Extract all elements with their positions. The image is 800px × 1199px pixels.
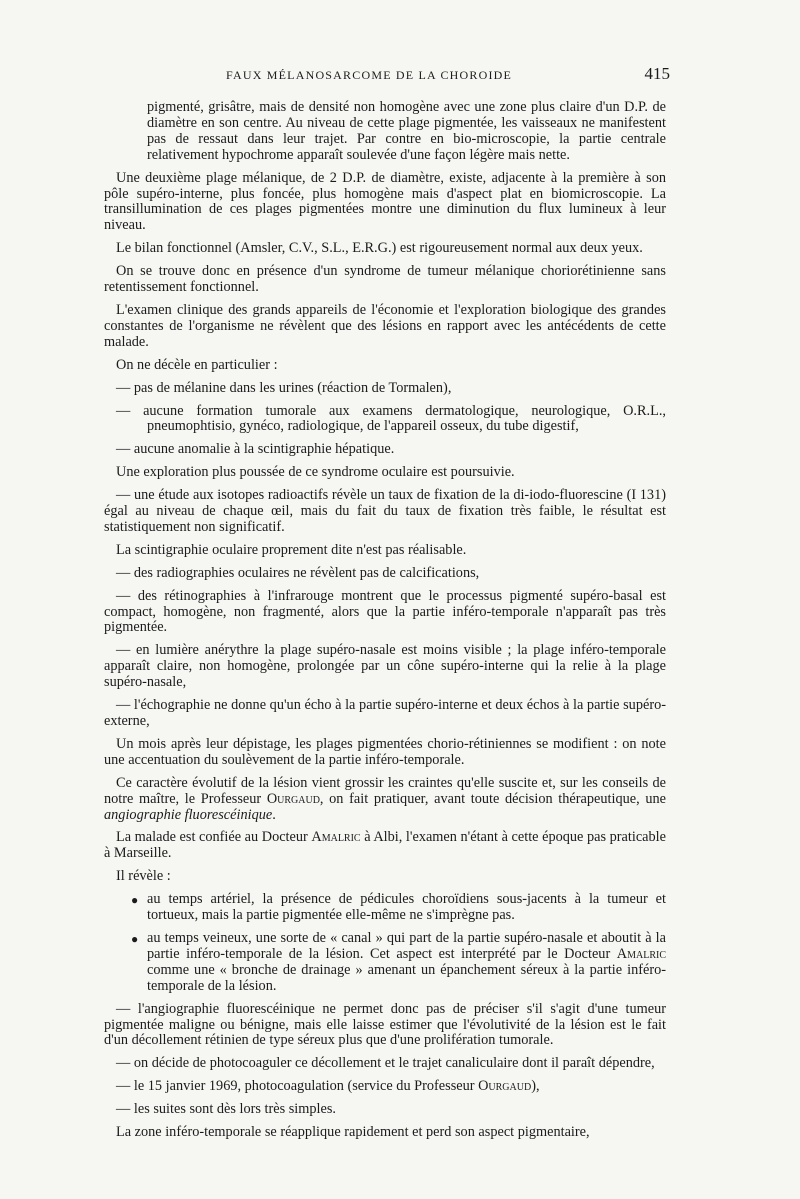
- paragraph: On ne décèle en particulier :: [116, 356, 278, 373]
- paragraph: pigmenté, grisâtre, mais de densité non homogène avec une zone plus claire d'un D.P. de diamètre en son centre. Au niveau de cette plage pigmentée, les vaisseaux ne manifestent pas de ressaut dans leur trajet. Par contre en bio-microscopie, la partie centrale relativement hypochrome apparaît soulevée d'une façon légère mais nette.: [147, 99, 666, 163]
- text-run: ),: [531, 1078, 540, 1095]
- text-run: comme une « bronche de drainage » amenant un épanchement séreux à la partie inféro-temporale de la lésion.: [147, 961, 666, 994]
- text-run: au temps veineux, une sorte de « canal » qui part de la partie supéro-nasale et aboutit à la partie inféro-temporale de la lésion. Cet aspect est interprété par le Docteur: [147, 929, 666, 962]
- paragraph: L'examen clinique des grands appareils de l'économie et l'exploration biologique des grandes constantes de l'organisme ne révèlent que des lésions en rapport avec les antécédents de cette malade.: [104, 301, 666, 350]
- paragraph: [104, 776, 666, 824]
- body-text: [104, 100, 666, 1148]
- italic-term: angiographie fluorescéinique: [104, 806, 273, 823]
- list-item: — en lumière anérythre la plage supéro-nasale est moins visible ; la plage inféro-temporale apparaît claire, non homogène, prolongée par un cône supéro-interne qui la relie à la plage supéro-nasale,: [104, 642, 666, 691]
- person-name: Amalric: [616, 945, 666, 962]
- list-item: — l'échographie ne donne qu'un écho à la partie supéro-interne et deux échos à la partie supéro-externe,: [104, 697, 666, 729]
- page-header: [104, 64, 670, 86]
- list-item: — une étude aux isotopes radioactifs révèle un taux de fixation de la di-iodo-fluorescine (I 131) égal au niveau de chaque œil, mais du fait du taux de fixation très faible, le résultat est statistiquement non significatif.: [104, 487, 666, 535]
- text-run: au temps artériel, la présence de pédicules choroïdiens sous-jacents à la tumeur et tortueux, mais la partie pigmentée elle-même ne s'imprègne pas.: [147, 891, 666, 924]
- text-run: — le 15 janvier 1969, photocoagulation (service du Professeur: [116, 1078, 479, 1095]
- bullet-item: [104, 931, 666, 995]
- list-item: — des radiographies oculaires ne révèlent pas de calcifications,: [116, 564, 480, 581]
- list-item: — aucune anomalie à la scintigraphie hépatique.: [116, 441, 395, 458]
- list-item: — pas de mélanine dans les urines (réaction de Tormalen),: [116, 379, 452, 396]
- list-item: [104, 1079, 666, 1095]
- paragraph: La scintigraphie oculaire proprement dite n'est pas réalisable.: [116, 541, 467, 558]
- bullet-icon: ●: [131, 893, 139, 908]
- running-title: FAUX MÉLANOSARCOME DE LA CHOROIDE: [226, 68, 513, 82]
- list-item: — l'angiographie fluorescéinique ne permet donc pas de préciser s'il s'agit d'une tumeur pigmentée maligne ou bénigne, mais elle laisse estimer que l'évolutivité de la lésion est le fait d'un décollement rétinien de type séreux plus que d'une prolifération tumorale.: [104, 1000, 666, 1049]
- paragraph: Il révèle :: [116, 868, 171, 885]
- paragraph: La zone inféro-temporale se réapplique rapidement et perd son aspect pigmentaire,: [116, 1124, 590, 1141]
- person-name: Ourgaud: [266, 790, 320, 807]
- text-run: à Albi, l'examen n'étant à cette époque pas praticable à Marseille.: [104, 829, 666, 862]
- text-run: La malade est confiée au Docteur: [116, 829, 312, 846]
- paragraph: Une exploration plus poussée de ce syndrome oculaire est poursuivie.: [116, 464, 515, 481]
- paragraph: Un mois après leur dépistage, les plages pigmentées chorio-rétiniennes se modifient : on note une accentuation du soulèvement de la partie inféro-temporale.: [104, 735, 666, 768]
- bullet-icon: ●: [131, 931, 139, 946]
- paragraph: [104, 830, 666, 862]
- person-name: Amalric: [311, 829, 361, 846]
- list-item: — aucune formation tumorale aux examens dermatologique, neurologique, O.R.L., pneumophtisio, gynéco, radiologique, de l'appareil osseux, du tube digestif,: [116, 402, 666, 435]
- text-run: , on fait pratiquer, avant toute décision thérapeutique, une: [319, 790, 666, 807]
- list-item: — on décide de photocoaguler ce décollement et le trajet canaliculaire dont il paraît dépendre,: [116, 1055, 655, 1072]
- paragraph: On se trouve donc en présence d'un syndrome de tumeur mélanique choriorétinienne sans retentissement fonctionnel.: [104, 263, 666, 296]
- bullet-item: [104, 892, 666, 924]
- page-number: 415: [644, 64, 670, 83]
- list-item: — des rétinographies à l'infrarouge montrent que le processus pigmenté supéro-basal est compact, homogène, non fragmenté, alors que la partie inféro-temporale n'apparaît pas très pigmentée.: [104, 587, 666, 636]
- text-run: .: [272, 806, 276, 823]
- paragraph: Le bilan fonctionnel (Amsler, C.V., S.L., E.R.G.) est rigoureusement normal aux deux yeux.: [116, 240, 643, 257]
- paragraph: Une deuxième plage mélanique, de 2 D.P. de diamètre, existe, adjacente à la première à son pôle supéro-interne, plus foncée, plus homogène mais d'aspect plat en biomicroscopie. La transillumination de ces plages pigmentées montre une diminution du flux lumineux à leur niveau.: [104, 169, 666, 234]
- person-name: Ourgaud: [478, 1078, 532, 1095]
- text-run: Ce caractère évolutif de la lésion vient grossir les craintes qu'elle suscite et, sur les conseils de notre maître, le Professeur: [104, 774, 666, 807]
- list-item: — les suites sont dès lors très simples.: [116, 1101, 337, 1118]
